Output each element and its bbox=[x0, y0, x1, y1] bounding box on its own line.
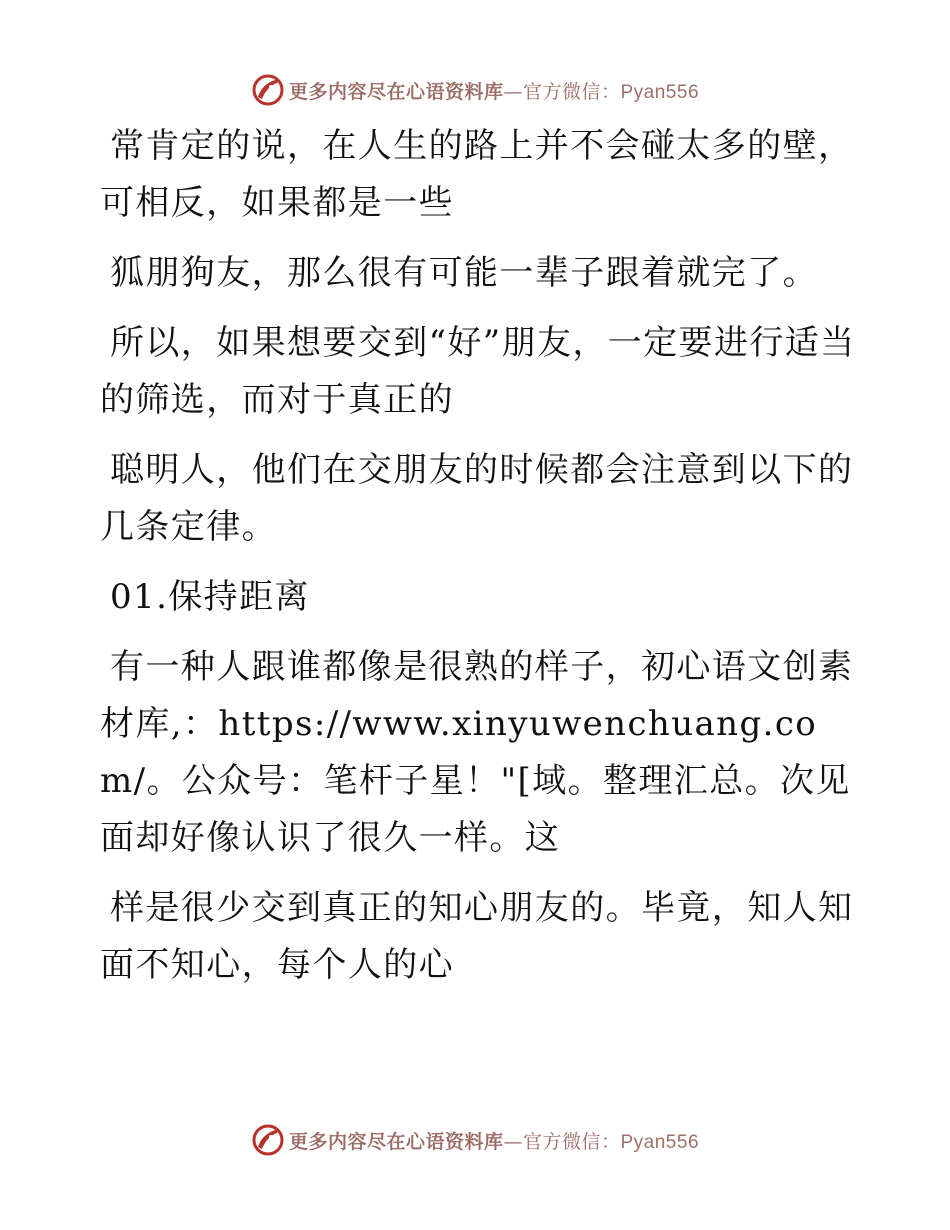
paragraph-6: 样是很少交到真正的知心朋友的。毕竟，知人知面不知心，每个人的心 bbox=[100, 888, 854, 985]
header-dash: — bbox=[503, 80, 523, 103]
header-wechat-id: Pyan556 bbox=[620, 81, 700, 103]
header-text bbox=[289, 77, 699, 104]
footer-text bbox=[289, 1127, 699, 1154]
footer-wechat-id: Pyan556 bbox=[620, 1131, 700, 1153]
header-banner bbox=[0, 70, 950, 110]
footer-label: 官方微信： bbox=[522, 1130, 621, 1153]
paragraph-4: 聪明人，他们在交朋友的时候都会注意到以下的几条定律。 bbox=[100, 450, 854, 547]
header-main: 更多内容尽在心语资料库 bbox=[288, 80, 504, 103]
document-body bbox=[100, 118, 860, 994]
paragraph-3: 所以，如果想要交到“好”朋友，一定要进行适当的筛选，而对于真正的 bbox=[100, 323, 856, 420]
paragraph-2: 狐朋狗友，那么很有可能一辈子跟着就完了。 bbox=[110, 253, 818, 293]
paragraph-5: 有一种人跟谁都像是很熟的样子，初心语文创素材库,：https://www.xinyuwenchuang.com/。公众号：笔杆子星！"[域。整理汇总。次见面却好像认识了很久一样。这 bbox=[100, 647, 854, 858]
pen-logo-icon bbox=[251, 73, 285, 107]
paragraph-1: 常肯定的说，在人生的路上并不会碰太多的壁，可相反，如果都是一些 bbox=[100, 126, 854, 223]
header-label: 官方微信： bbox=[522, 80, 621, 103]
footer-main: 更多内容尽在心语资料库 bbox=[288, 1130, 504, 1153]
pen-logo-icon bbox=[251, 1123, 285, 1157]
footer-dash: — bbox=[503, 1130, 523, 1153]
section-heading: 01.保持距离 bbox=[110, 577, 310, 617]
footer-banner bbox=[0, 1120, 950, 1160]
